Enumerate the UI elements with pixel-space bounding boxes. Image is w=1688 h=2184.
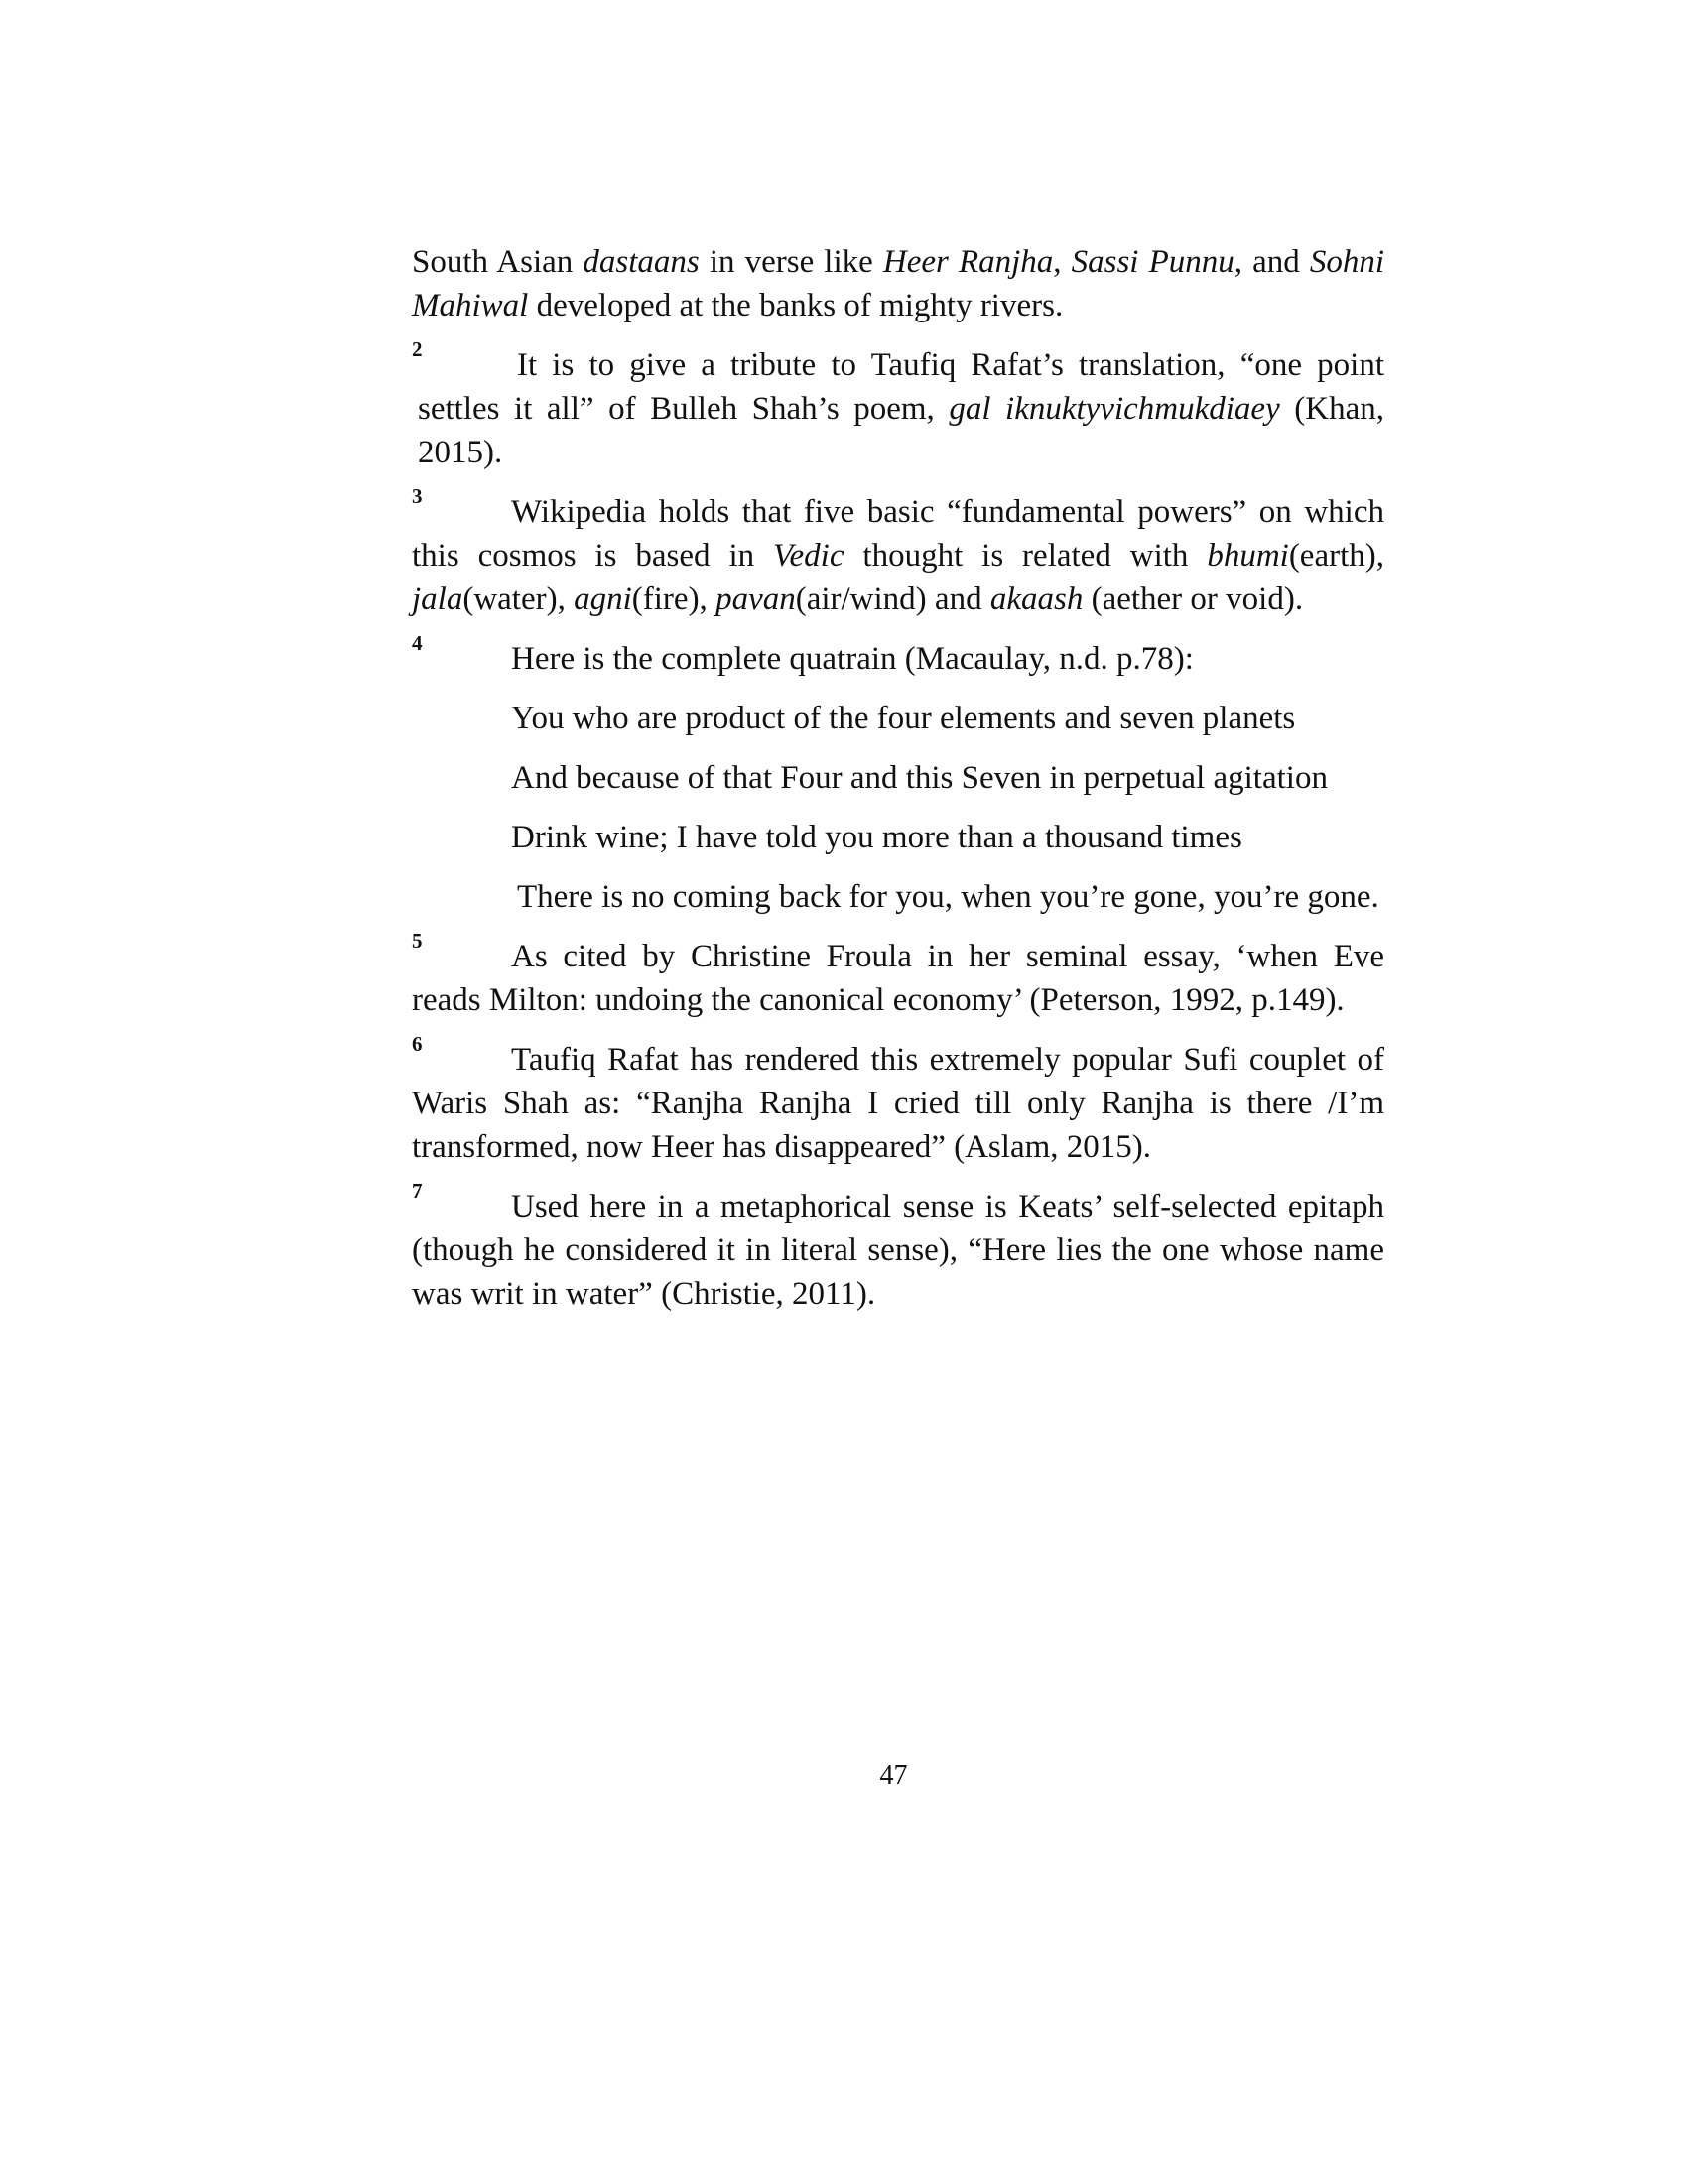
endnote-text: As cited by Christine Froula in her seminal essay, ‘when Eve reads Milton: undoing the canonical economy’ (Peterson, 1992, p.149). <box>412 939 1384 1018</box>
endnote-italic: bhumi <box>1207 538 1289 574</box>
endnote-text: Taufiq Rafat has rendered this extremely popular Sufi couplet of Waris Shah as: “Ranjha Ranjha I cried till only Ranjha is there /I’m transformed, now Heer has disappeared” (Aslam, 2015). <box>412 1042 1384 1165</box>
endnote-italic: jala <box>412 581 463 617</box>
quatrain-line-3: Drink wine; I have told you more than a thousand times <box>511 820 1242 855</box>
endnote-italic: Vedic <box>773 538 844 574</box>
endnote-3 <box>412 484 1384 621</box>
endnote-text: Here is the complete quatrain (Macaulay, n.d. p.78): <box>511 641 1194 677</box>
endnote-number: 6 <box>412 1032 423 1056</box>
intro-italic: Sohni Mahiwal <box>412 244 1384 323</box>
endnote-7 <box>412 1179 1384 1316</box>
quatrain-line-4: There is no coming back for you, when you’re gone, you’re gone. <box>517 879 1379 915</box>
endnote-text-run: (water), <box>462 581 575 617</box>
endnote-italic: pavan <box>715 581 796 617</box>
quatrain-line-1: You who are product of the four elements and seven planets <box>511 701 1296 736</box>
endnote-text-run: thought is related with <box>844 538 1208 574</box>
endnote-6 <box>412 1032 1384 1169</box>
intro-italic: Heer Ranjha <box>882 244 1054 280</box>
intro-text: South Asian <box>412 244 584 280</box>
endnote-text-run: (Khan, 2015). <box>418 391 1384 470</box>
endnote-italic: agni <box>574 581 632 617</box>
intro-text: , and <box>1234 244 1310 280</box>
page-number: 47 <box>879 1760 908 1791</box>
endnote-2 <box>412 337 1384 474</box>
quatrain-line-2: And because of that Four and this Seven in perpetual agitation <box>511 760 1328 796</box>
endnote-5 <box>412 929 1384 1022</box>
intro-paragraph <box>412 240 1384 327</box>
endnote-number: 3 <box>412 484 423 508</box>
intro-italic: Sassi Punnu <box>1071 244 1234 280</box>
endnote-text: Used here in a metaphorical sense is Keats’ self-selected epitaph (though he considered it in literal sense), “Here lies the one whose name was writ in water” (Christie, 2011). <box>412 1189 1384 1312</box>
endnote-italic: gal iknuktyvichmukdiaey <box>949 391 1280 427</box>
endnote-text-run: It is to give a tribute to Taufiq Rafat’s translation, “one point settles it all” of Bulleh Shah’s poem, <box>418 347 1384 427</box>
endnote-text-run: (aether or void). <box>1083 581 1304 617</box>
endnote-number: 2 <box>412 337 423 361</box>
endnote-text-run: (air/wind) and <box>795 581 990 617</box>
endnote-text <box>412 343 1384 474</box>
intro-text: in verse like <box>699 244 883 280</box>
endnote-4 <box>412 631 1384 919</box>
intro-text: , <box>1053 244 1072 280</box>
endnote-italic: akaash <box>989 581 1084 617</box>
endnote-text-run: Wikipedia holds that five basic “fundamental powers” on which this cosmos is based in <box>412 494 1384 574</box>
endnote-number: 4 <box>412 631 423 655</box>
endnote-text-run: (earth), <box>1288 538 1384 574</box>
endnote-number: 7 <box>412 1179 423 1203</box>
endnote-number: 5 <box>412 929 423 953</box>
endnotes-section <box>412 240 1384 1332</box>
endnote-text-run: (fire), <box>631 581 716 617</box>
intro-text: developed at the banks of mighty rivers. <box>528 288 1064 323</box>
intro-italic: dastaans <box>583 244 700 280</box>
endnote-text <box>412 490 1384 621</box>
